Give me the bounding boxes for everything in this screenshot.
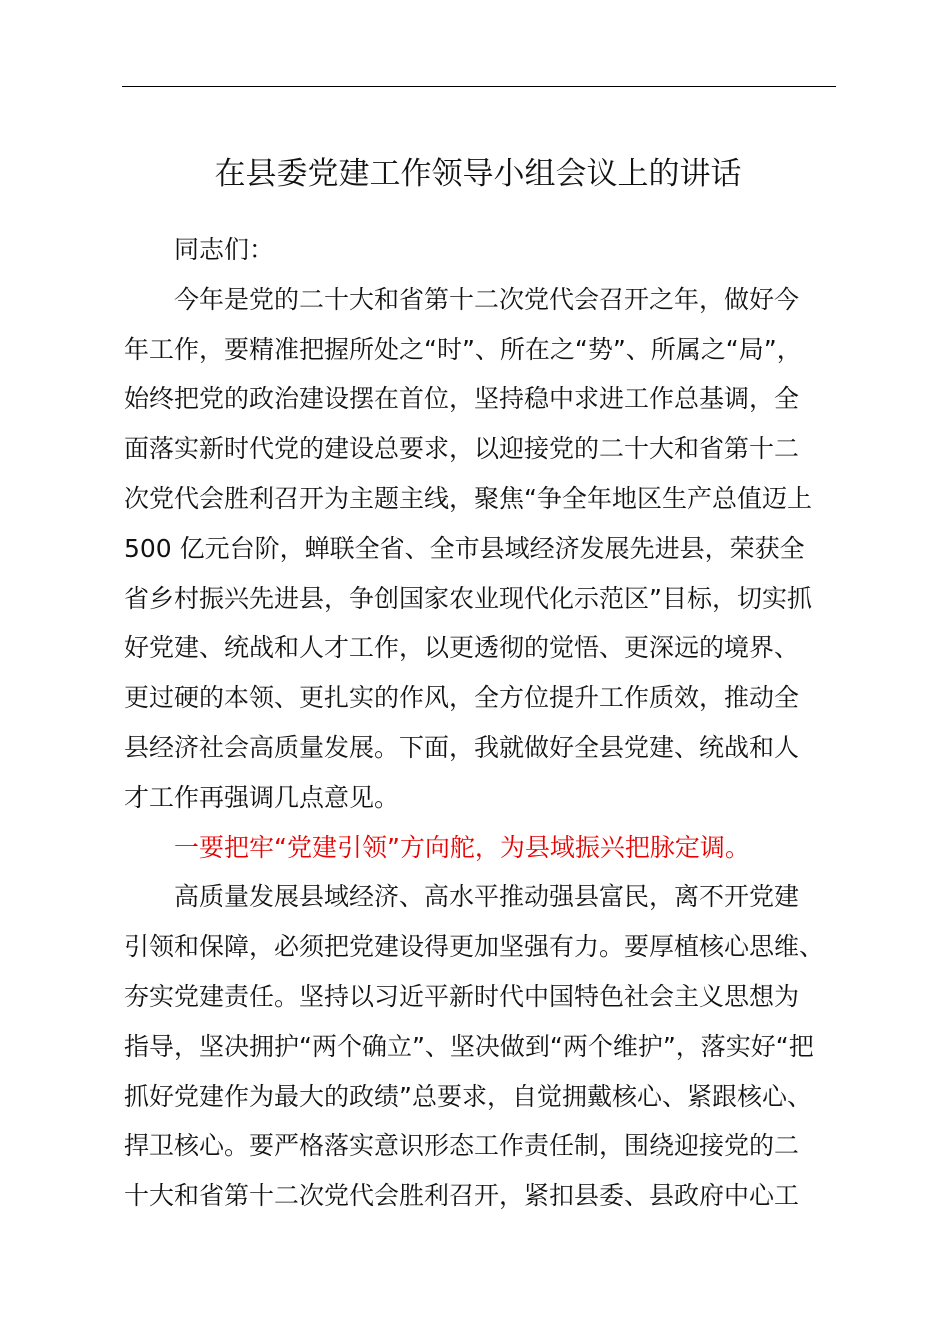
- paragraph-line: 十大和省第十二次党代会胜利召开，紧扣县委、县政府中心工: [124, 1181, 800, 1211]
- section-heading-1: 一要把牢“党建引领”方向舵，为县域振兴把脉定调。: [174, 832, 750, 862]
- paragraph-line: 县经济社会高质量发展。下面，我就做好全县党建、统战和人: [124, 732, 800, 762]
- paragraph-line: 引领和保障，必须把党建设得更加坚强有力。要厚植核心思维、: [124, 932, 825, 962]
- paragraph-1: [124, 275, 840, 823]
- paragraph-line: 夯实党建责任。坚持以习近平新时代中国特色社会主义思想为: [124, 981, 800, 1011]
- paragraph-line: 面落实新时代党的建设总要求，以迎接党的二十大和省第十二: [124, 434, 800, 464]
- header-rule: [122, 86, 836, 87]
- paragraph-2: [124, 872, 840, 1221]
- document-body: [124, 225, 840, 1221]
- paragraph-line: 省乡村振兴先进县，争创国家农业现代化示范区”目标，切实抓: [124, 583, 812, 613]
- paragraph-line: 更过硬的本领、更扎实的作风，全方位提升工作质效，推动全: [124, 683, 800, 713]
- paragraph-line: 500 亿元台阶，蝉联全省、全市县域经济发展先进县，荣获全: [124, 533, 805, 563]
- paragraph-line: 次党代会胜利召开为主题主线，聚焦“争全年地区生产总值迈上: [124, 483, 812, 513]
- paragraph-line: 高质量发展县域经济、高水平推动强县富民，离不开党建: [174, 882, 800, 912]
- paragraph-line: 才工作再强调几点意见。: [124, 782, 400, 812]
- paragraph-line: 捍卫核心。要严格落实意识形态工作责任制，围绕迎接党的二: [124, 1131, 800, 1161]
- paragraph-line: 今年是党的二十大和省第十二次党代会召开之年，做好今: [174, 284, 800, 314]
- paragraph-line: 抓好党建作为最大的政绩”总要求，自觉拥戴核心、紧跟核心、: [124, 1081, 812, 1111]
- paragraph-line: 好党建、统战和人才工作，以更透彻的觉悟、更深远的境界、: [124, 633, 800, 663]
- paragraph-line: 年工作，要精准把握所处之“时”、所在之“势”、所属之“局”，: [124, 334, 802, 364]
- salutation: 同志们：: [174, 235, 275, 264]
- paragraph-line: 始终把党的政治建设摆在首位，坚持稳中求进工作总基调，全: [124, 384, 800, 414]
- document-title: 在县委党建工作领导小组会议上的讲话: [214, 156, 742, 192]
- paragraph-line: 指导，坚决拥护“两个确立”、坚决做到“两个维护”，落实好“把: [124, 1031, 814, 1061]
